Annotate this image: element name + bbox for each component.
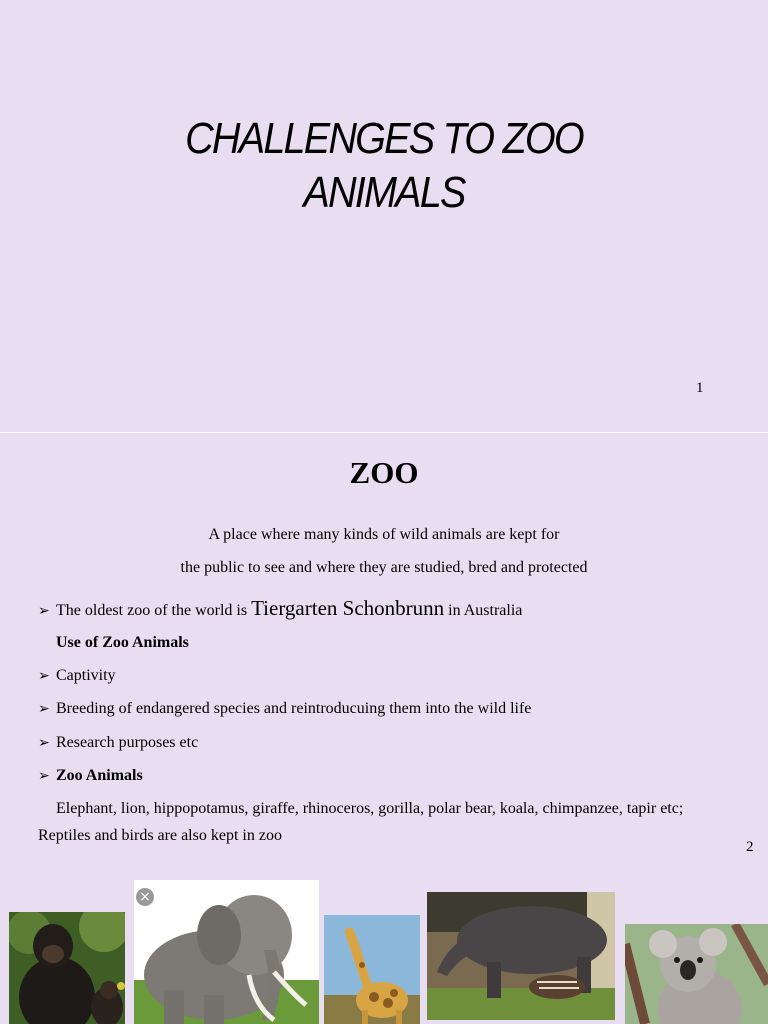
bullet-captivity bbox=[38, 667, 116, 685]
title-line-2 bbox=[38, 166, 729, 220]
definition-line-2: the public to see and where they are studied, bred and protected bbox=[180, 559, 588, 576]
bullet-arrow-icon: ➢ bbox=[38, 603, 50, 619]
giraffe-photo bbox=[324, 915, 420, 1024]
slide-2-title: ZOO bbox=[349, 455, 419, 490]
bullet-arrow-icon: ➢ bbox=[38, 701, 50, 717]
bullet-breeding bbox=[38, 700, 531, 718]
oldest-zoo-bullet bbox=[38, 596, 522, 621]
oldest-zoo-name: Tiergarten Schonbrunn bbox=[251, 596, 445, 620]
close-icon[interactable]: × bbox=[136, 888, 154, 906]
use-heading: Use of Zoo Animals bbox=[56, 634, 189, 651]
bullet-text: Research purposes etc bbox=[56, 734, 199, 751]
slide-1-title bbox=[38, 112, 729, 220]
chimpanzee-photo bbox=[9, 912, 125, 1024]
tapir-photo bbox=[427, 892, 615, 1020]
elephant-photo bbox=[134, 880, 319, 1024]
animals-line-1: Elephant, lion, hippopotamus, giraffe, rhinoceros, gorilla, polar bear, koala, chimpanzee, tapir etc; bbox=[56, 800, 684, 817]
bullet-arrow-icon: ➢ bbox=[38, 668, 50, 684]
title-line-1: CHALLENGES TO ZOO bbox=[185, 114, 583, 163]
animals-line-2: Reptiles and birds are also kept in zoo bbox=[38, 827, 282, 844]
title-line-2-text: ANIMALS bbox=[303, 168, 465, 217]
bullet-arrow-icon: ➢ bbox=[38, 768, 50, 784]
oldest-suffix: in Australia bbox=[444, 602, 523, 619]
bullet-arrow-icon: ➢ bbox=[38, 735, 50, 751]
bullet-research bbox=[38, 734, 198, 752]
slide-1 bbox=[0, 0, 768, 432]
bullet-text: Breeding of endangered species and reintroducuing them into the wild life bbox=[56, 700, 532, 717]
definition-line-1: A place where many kinds of wild animals are kept for bbox=[208, 526, 560, 543]
zoo-animals-heading: Zoo Animals bbox=[56, 767, 143, 784]
page-number-1: 1 bbox=[696, 380, 704, 396]
slide-2 bbox=[0, 433, 768, 1024]
oldest-prefix: The oldest zoo of the world is bbox=[56, 602, 252, 619]
bullet-text: Captivity bbox=[56, 667, 116, 684]
bullet-zoo-animals bbox=[38, 767, 143, 785]
koala-photo bbox=[625, 924, 768, 1024]
page-number-2: 2 bbox=[746, 839, 754, 855]
